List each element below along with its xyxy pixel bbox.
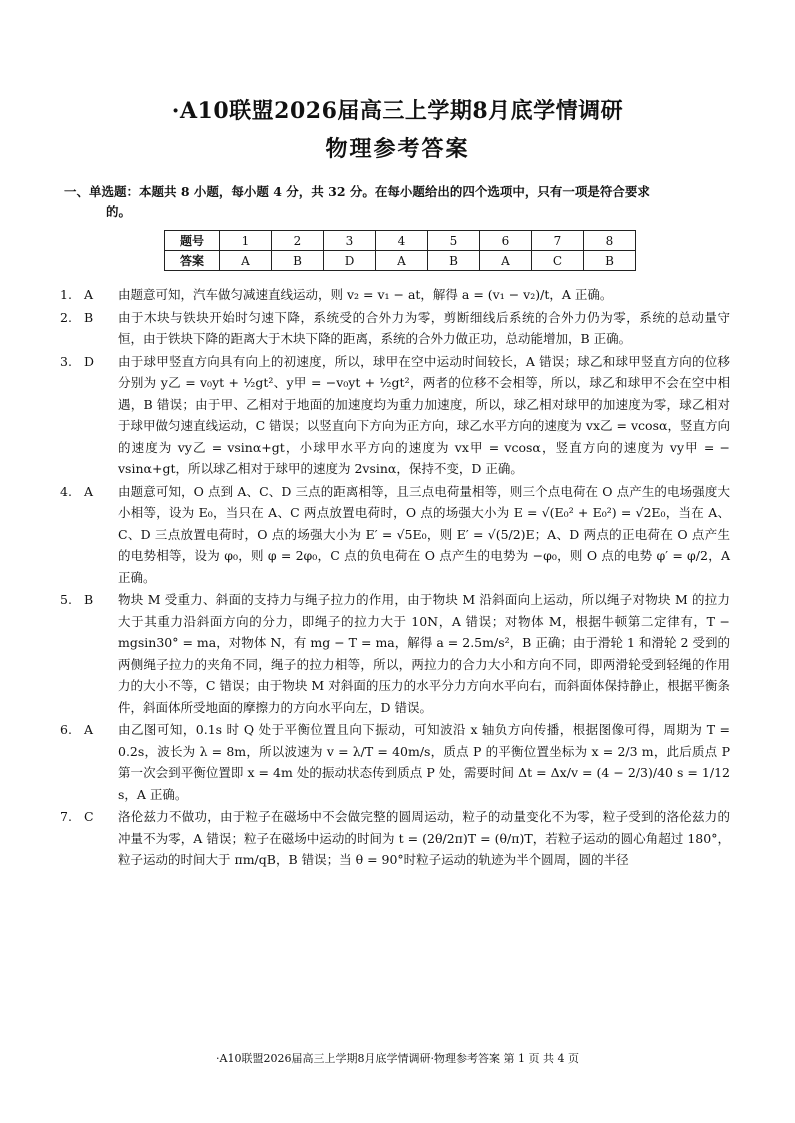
item-text: 物块 M 受重力、斜面的支持力与绳子拉力的作用，由于物块 M 沿斜面向上运动，所以绳子对物块 M 的拉力大于其重力沿斜面方向的分力，即绳子的拉力大于 10N，A 错误；对物体 M，根据牛顿第二定律有，T − mgsin30° = ma，对物体 N，有 mg − T = ma，解得 a = 2.5m/s²，B 正确；由于滑轮 1 和滑轮 2 受到的两侧绳子拉力的夹角不同，绳子的拉力相等，所以，两拉力的合力大小和方向不同，即两滑轮受到轻绳的作用力的大小不等，C 错误；由于物块 M 对斜面的压力的水平分力方向水平向右，而斜面体保持静止，根据平衡条件，斜面体所受地面的摩擦力的方向水平向左，D 错误。 bbox=[118, 592, 730, 715]
item-text: 由于木块与铁块开始时匀速下降，系统受的合外力为零，剪断细线后系统的合外力仍为零，系统的总动量守恒，由于铁块下降的距离大于木块下降的距离，系统的合外力做正功，总动能增加，B 正确。 bbox=[118, 309, 730, 346]
answer-table bbox=[164, 230, 636, 271]
question-number: 3 bbox=[324, 231, 376, 251]
item-text: 由乙图可知，0.1s 时 Q 处于平衡位置且向下振动，可知波沿 x 轴负方向传播，根据图像可得，周期为 T = 0.2s，波长为 λ = 8m，所以波速为 v = λ/T = 40m/s，质点 P 的平衡位置坐标为 x = 2/3 m，此后质点 P 第一次会到平衡位置即 x = 4m 处的振动状态传到质点 P 处，需要时间 Δt = Δx/v = (4 − 2/3)/40 s = 1/12 s，A 正确。 bbox=[118, 722, 730, 802]
page-footer: ·A10联盟2026届高三上学期8月底学情调研·物理参考答案 第 1 页 共 4 页 bbox=[216, 1052, 579, 1065]
explanation-item-4 bbox=[60, 481, 730, 589]
question-number: 4 bbox=[376, 231, 428, 251]
answer-table-header-number: 题号 bbox=[165, 231, 220, 251]
item-number: 3. bbox=[60, 353, 72, 369]
item-number: 5. bbox=[60, 592, 72, 607]
answer-letter: B bbox=[584, 251, 636, 271]
question-number: 6 bbox=[480, 231, 532, 251]
item-text: 由题意可知，汽车做匀减速直线运动，则 v₂ = v₁ − at，解得 a = (v₁ − v₂)/t，A 正确。 bbox=[118, 287, 613, 302]
answer-letter: B bbox=[272, 251, 324, 271]
section-heading-line1: 一、单选题：本题共 8 小题，每小题 4 分，共 32 分。在每小题给出的四个选项中，只有一项是符合要求 bbox=[64, 184, 650, 199]
document-title: ·A10联盟2026届高三上学期8月底学情调研 bbox=[171, 98, 624, 124]
item-text: 由题意可知，O 点到 A、C、D 三点的距离相等，且三点电荷量相等，则三个点电荷在 O 点产生的电场强度大小相等，设为 E₀，当只在 A、C 两点放置电荷时，O 点的场强大小为 E = √(E₀² + E₀²) = √2E₀，当在 A、C、D 三点放置电荷时，O 点的场强大小为 E′ = √5E₀，则 E′ = √(5/2)E；A、D 两点的正电荷在 O 点产生的电势相等，设为 φ₀，则 φ = 2φ₀，C 点的负电荷在 O 点产生的电势为 −φ₀，则 O 点的电势 φ′ = φ/2，A 正确。 bbox=[118, 483, 730, 585]
question-number: 2 bbox=[272, 231, 324, 251]
explanation-item-3 bbox=[60, 351, 730, 480]
explanation-item-6 bbox=[60, 719, 730, 805]
item-answer: A bbox=[84, 722, 94, 737]
question-number: 5 bbox=[428, 231, 480, 251]
question-number: 7 bbox=[532, 231, 584, 251]
answer-table-answer-row bbox=[165, 251, 636, 271]
explanation-item-1 bbox=[60, 284, 730, 306]
section-heading-line2: 的。 bbox=[106, 204, 132, 219]
question-number: 1 bbox=[220, 231, 272, 251]
item-answer: A bbox=[84, 287, 94, 302]
answer-letter: A bbox=[376, 251, 428, 271]
answer-letter: B bbox=[428, 251, 480, 271]
item-number: 2. bbox=[60, 309, 72, 325]
item-number: 1. bbox=[60, 287, 72, 302]
item-text: 由于球甲竖直方向具有向上的初速度，所以，球甲在空中运动时间较长，A 错误；球乙和球甲竖直方向的位移分别为 y乙 = v₀yt + ½gt²、y甲 = −v₀yt + ½gt²，两者的位移不会相等，所以，球乙和球甲不会在空中相遇，B 错误；由于甲、乙相对于地面的加速度均为重力加速度，所以，球乙相对球甲的加速度为零，球乙相对于球甲做匀速直线运动，C 错误；以竖直向下方向为正方向，球乙水平方向的速度为 vx乙 = vcosα，竖直方向的速度为 vy乙 = vsinα+gt，小球甲水平方向的速度为 vx甲 = vcosα，竖直方向的速度为 vy甲 = − vsinα+gt，所以球乙相对于球甲的速度为 2vsinα，保持不变，D 正确。 bbox=[118, 353, 730, 476]
answer-table-number-row bbox=[165, 231, 636, 251]
section-heading bbox=[64, 182, 734, 222]
item-answer: B bbox=[84, 592, 94, 607]
item-number: 7. bbox=[60, 809, 72, 824]
answer-letter: D bbox=[324, 251, 376, 271]
item-number: 4. bbox=[60, 483, 72, 499]
item-answer: A bbox=[84, 483, 94, 499]
answer-letter: A bbox=[480, 251, 532, 271]
item-answer: B bbox=[84, 309, 94, 325]
explanation-item-7 bbox=[60, 806, 730, 871]
question-number: 8 bbox=[584, 231, 636, 251]
document-subtitle: 物理参考答案 bbox=[325, 136, 470, 162]
item-answer: D bbox=[84, 353, 95, 369]
answer-letter: C bbox=[532, 251, 584, 271]
answer-letter: A bbox=[220, 251, 272, 271]
item-number: 6. bbox=[60, 722, 72, 737]
explanation-item-2 bbox=[60, 307, 730, 350]
item-answer: C bbox=[84, 809, 94, 824]
answer-table-header-answer: 答案 bbox=[165, 251, 220, 271]
explanation-list bbox=[60, 284, 730, 872]
explanation-item-5 bbox=[60, 589, 730, 718]
item-text: 洛伦兹力不做功，由于粒子在磁场中不会做完整的圆周运动，粒子的动量变化不为零，粒子受到的洛伦兹力的冲量不为零，A 错误；粒子在磁场中运动的时间为 t = (2θ/2π)T = (θ/π)T，若粒子运动的圆心角超过 180°，粒子运动的时间大于 πm/qB，B 错误；当 θ = 90°时粒子运动的轨迹为半个圆周，圆的半径 bbox=[118, 809, 730, 867]
